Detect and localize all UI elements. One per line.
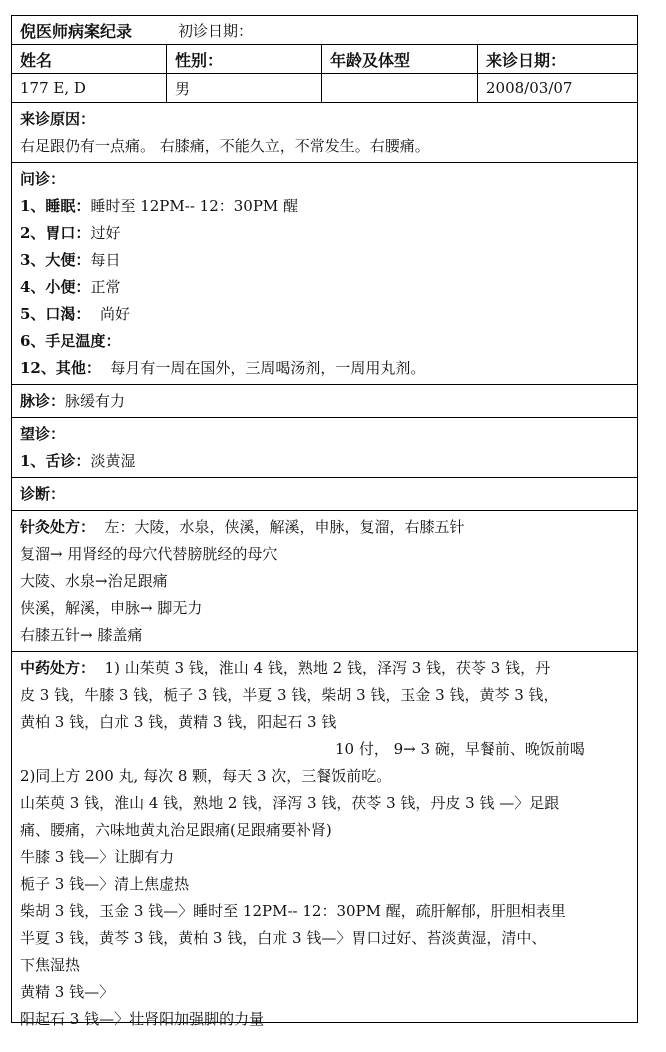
inquiry-item: 12、其他： 每月有一周在国外，三周喝汤剂，一周用丸剂。 — [20, 359, 426, 377]
pulse-label: 脉诊： — [20, 392, 66, 410]
herbal-line: 黄精 3 钱—〉 — [20, 983, 115, 1001]
herbal-line: 牛膝 3 钱—〉让脚有力 — [20, 848, 175, 866]
herbal-label: 中药处方： — [20, 659, 96, 677]
observation-label: 望诊： — [20, 425, 66, 443]
acupuncture-note: 右膝五针→ 膝盖痛 — [20, 626, 143, 644]
sex-header: 性别： — [167, 45, 322, 73]
patient-age-build — [322, 74, 478, 102]
acupuncture-section — [12, 511, 637, 652]
case-record-sheet — [11, 15, 638, 1028]
reason-label: 来诊原因： — [20, 110, 96, 128]
acupuncture-label: 针灸处方： — [20, 518, 96, 536]
record-title: 倪医师病案纪录 — [20, 21, 133, 41]
title-row — [12, 16, 637, 45]
tongue-label: 1、舌诊： — [20, 452, 91, 470]
herbal-line: 柴胡 3 钱，玉金 3 钱—〉睡时至 12PM-- 12：30PM 醒，疏肝解郁，肝胆相表里 — [20, 902, 566, 920]
inquiry-item: 5、口渴： 尚好 — [20, 305, 130, 323]
acupuncture-note: 复溜→ 用肾经的母穴代替膀胱经的母穴 — [20, 545, 278, 563]
age-header: 年龄及体型 — [322, 45, 478, 73]
acupuncture-points: 左：大陵，水泉，侠溪，解溪，申脉，复溜，右膝五针 — [95, 518, 465, 536]
herbal-line: 皮 3 钱，牛膝 3 钱，栀子 3 钱，半夏 3 钱，柴胡 3 钱，玉金 3 钱，黄芩 3 钱， — [20, 686, 559, 704]
visit-date: 2008/03/07 — [486, 79, 573, 97]
acupuncture-note: 侠溪，解溪，申脉→ 脚无力 — [20, 599, 203, 617]
name-header: 姓名 — [12, 45, 167, 73]
herbal-line: 山茱萸 3 钱，淮山 4 钱，熟地 2 钱，泽泻 3 钱，茯苓 3 钱，丹皮 3 钱 —〉足跟 — [20, 794, 560, 812]
visit-date-header: 来诊日期： — [486, 50, 567, 70]
herbal-line: 2)同上方 200 丸, 每次 8 颗，每天 3 次，三餐饭前吃。 — [20, 767, 392, 785]
herbal-line: 黄柏 3 钱，白朮 3 钱，黄精 3 钱，阳起石 3 钱 — [20, 713, 337, 731]
tongue-value: 淡黄湿 — [90, 452, 136, 470]
observation-section — [12, 418, 637, 478]
inquiry-item: 3、大便：每日 — [20, 251, 121, 269]
herbal-line: 痛、腰痛，六味地黄丸治足跟痛(足跟痛要补肾) — [20, 821, 332, 839]
inquiry-section — [12, 163, 637, 385]
inquiry-item: 4、小便：正常 — [20, 278, 121, 296]
first-visit-label: 初诊日期： — [178, 21, 254, 40]
acupuncture-note: 大陵、水泉→治足跟痛 — [20, 572, 168, 590]
inquiry-item: 6、手足温度： — [20, 332, 121, 350]
info-header-row — [12, 45, 637, 74]
pulse-value: 脉缓有力 — [65, 392, 126, 410]
herbal-section — [12, 652, 637, 1035]
herbal-line: 下焦湿热 — [20, 956, 81, 974]
diagnosis-label: 诊断： — [20, 485, 66, 503]
reason-section — [12, 103, 637, 163]
info-value-row — [12, 74, 637, 103]
patient-name: 177 E, D — [12, 74, 167, 102]
herbal-line: 半夏 3 钱，黄芩 3 钱，黄柏 3 钱，白朮 3 钱—〉胃口过好、苔淡黄湿，清中、 — [20, 929, 547, 947]
inquiry-item: 2、胃口：过好 — [20, 224, 121, 242]
herbal-line: 1) 山茱萸 3 钱，淮山 4 钱，熟地 2 钱，泽泻 3 钱，茯苓 3 钱，丹 — [95, 659, 551, 677]
herbal-dose: 10 付， 9→ 3 碗，早餐前、晚饭前喝 — [335, 740, 585, 758]
inquiry-item: 1、睡眠：睡时至 12PM-- 12：30PM 醒 — [20, 197, 299, 215]
reason-text: 右足跟仍有一点痛。 右膝痛，不能久立，不常发生。右腰痛。 — [20, 137, 430, 155]
patient-sex: 男 — [167, 74, 322, 102]
pulse-section — [12, 385, 637, 418]
herbal-line: 栀子 3 钱—〉清上焦虚热 — [20, 875, 190, 893]
inquiry-label: 问诊： — [20, 170, 66, 188]
herbal-line: 阳起石 3 钱—〉壮肾阳加强脚的力量 — [20, 1010, 265, 1028]
diagnosis-section — [12, 478, 637, 511]
